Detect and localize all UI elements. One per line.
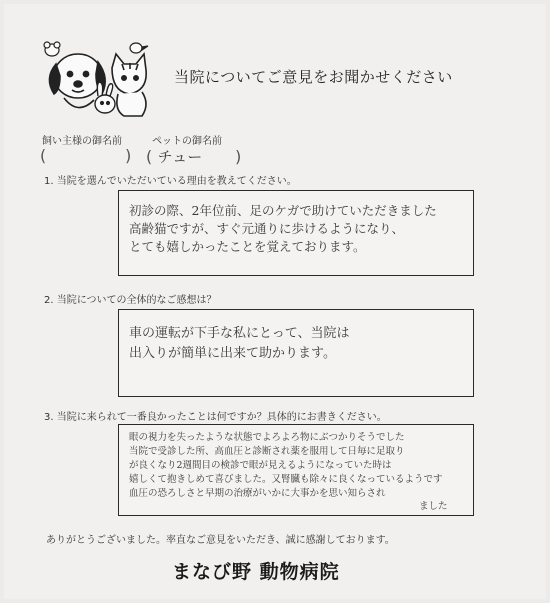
right-bracket-icon: ) (123, 146, 134, 165)
answer-line: 高齢猫ですが、すぐ元通りに歩けるようになり、 (129, 221, 405, 236)
cat-icon (112, 54, 146, 116)
answer-line: とても嬉しかったことを覚えております。 (129, 239, 366, 254)
answer-line: 初診の際、2年位前、足のケガで助けていただきました (129, 203, 437, 218)
question-2-label: 2. 当院についての全体的なご感想は？ (44, 295, 217, 306)
left-bracket-icon: ( (144, 147, 154, 166)
bird-icon (130, 43, 148, 53)
survey-sheet (4, 4, 546, 599)
answer-line: 出入りが簡単に出来て助かります。 (129, 346, 336, 361)
question-3-answer-box[interactable] (118, 424, 474, 516)
answer-line: ました (419, 501, 448, 512)
mouse-icon (44, 42, 60, 56)
pet-name-field[interactable] (144, 146, 243, 167)
question-2-answer-box[interactable] (118, 309, 474, 397)
answer-line: 嬉しくて抱きしめて喜びました。又腎臓も除々に良くなっているようです (129, 474, 443, 485)
clinic-name-logo: まなび野 動物病院 (172, 561, 340, 583)
right-bracket-icon: ) (233, 147, 244, 166)
pets-illustration (38, 38, 158, 120)
answer-line: が良くなり2週間目の検診で眼が見えるようになっていた時は (129, 460, 392, 471)
thanks-message: ありがとうございました。率直なご意見をいただき、誠に感謝しております。 (46, 535, 395, 546)
left-bracket-icon: ( (38, 146, 48, 165)
pet-name-value: チュー (157, 148, 203, 166)
answer-line: 血圧の恐ろしさと早期の治療がいかに大事かを思い知らされ (129, 488, 386, 499)
answer-line: 当院で受診した所、高血圧と診断され薬を服用して日毎に足取り (129, 446, 405, 457)
question-1-label: 1. 当院を選んでいただいている理由を教えてください。 (44, 176, 297, 187)
owner-name-label: 飼い主様の御名前 (42, 136, 122, 147)
answer-line: 眼の視力を失ったような状態でよろよろ物にぶつかりそうでした (129, 432, 405, 443)
question-3-label: 3. 当院に来られて一番良かったことは何ですか？具体的にお書きください。 (44, 412, 387, 423)
question-1-answer-box[interactable] (118, 190, 474, 276)
owner-name-field[interactable] (38, 146, 133, 165)
answer-line: 車の運転が下手な私にとって、当院は (129, 326, 350, 341)
pet-name-label: ペットの御名前 (152, 136, 222, 147)
page-title: 当院についてご意見をお聞かせください (174, 68, 453, 86)
